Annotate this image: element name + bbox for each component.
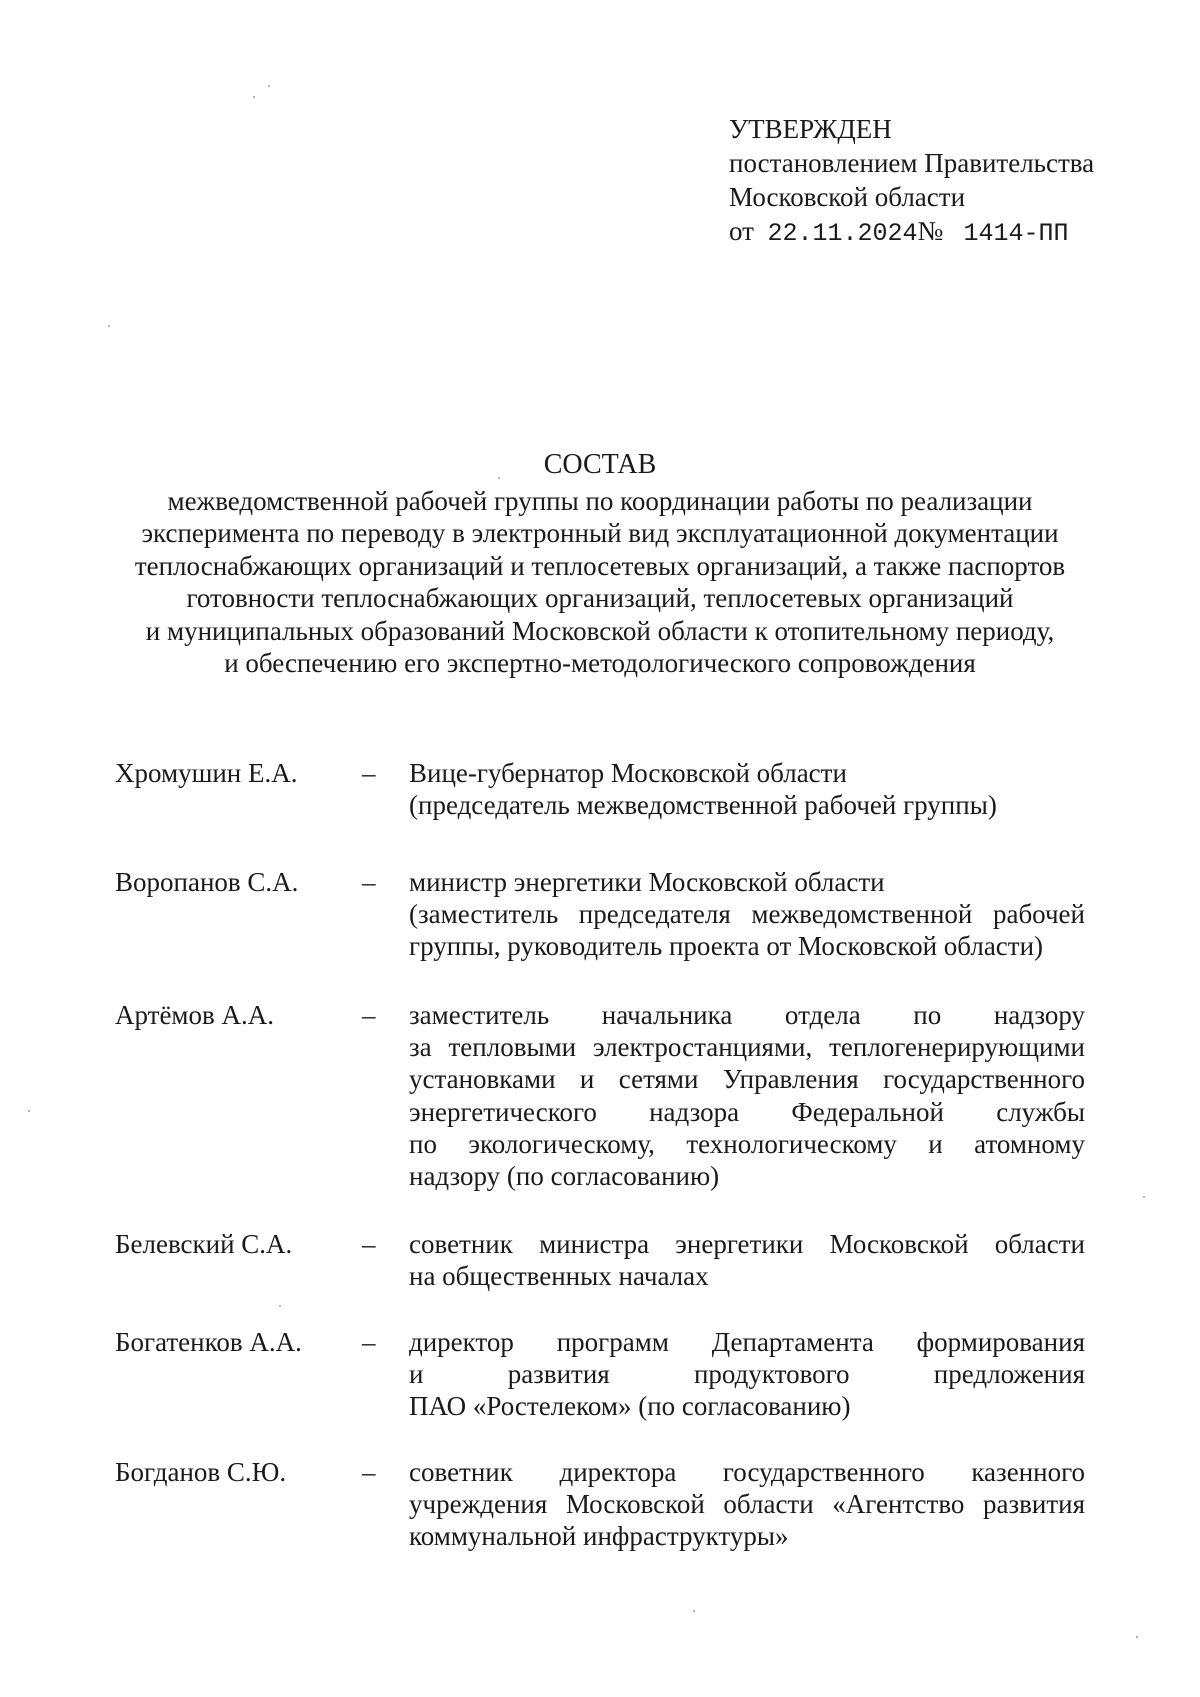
member-name: Артёмов А.А.: [115, 1000, 275, 1030]
title-line: и обеспечению его экспертно-методологического сопровождения: [224, 648, 976, 679]
member-role-line: на общественных началах: [409, 1261, 709, 1292]
member-role-line: энергетического надзора Федеральной службы: [409, 1096, 1085, 1127]
scan-speck: [1143, 1196, 1145, 1198]
scan-speck: [693, 1610, 695, 1612]
member-role-line: надзору (по согласованию): [409, 1161, 720, 1192]
approval-authority: постановлением Правительства: [729, 148, 1095, 178]
title-heading: СОСТАВ: [543, 449, 657, 480]
title-line: готовности теплоснабжающих организаций, теплосетевых организаций: [186, 583, 1014, 614]
member-role-line: и развития продуктового предложения: [409, 1359, 1085, 1390]
scan-speck: [268, 85, 270, 87]
member-role-line: министр энергетики Московской области: [409, 867, 885, 897]
member-role-line: ПАО «Ростелеком» (по согласованию): [409, 1391, 851, 1422]
member-role: [409, 757, 1085, 821]
member-role-line: директор программ Департамента формирования: [409, 1327, 1085, 1357]
member-role-line: коммунальной инфраструктуры»: [409, 1521, 789, 1552]
member-name: Богданов С.Ю.: [115, 1457, 287, 1487]
approval-status: УТВЕРЖДЕН: [729, 114, 892, 144]
title-line: эксперимента по переводу в электронный вид эксплуатационной документации: [141, 518, 1059, 549]
scan-speck: [28, 1110, 30, 1112]
document-title: [100, 448, 1100, 679]
member-name: Хромушин Е.А.: [115, 758, 298, 788]
approval-number: 1414-ПП: [963, 219, 1069, 248]
approval-date-line: [729, 214, 1094, 251]
member-role-line: советник министра энергетики Московской области: [409, 1229, 1085, 1259]
approval-stamp: [729, 112, 1094, 251]
member-role: [409, 1456, 1085, 1553]
member-role-line: (председатель межведомственной рабочей группы): [409, 790, 997, 821]
member-role-line: за тепловыми электростанциями, теплогенерирующими: [409, 1032, 1085, 1063]
scan-speck: [279, 1305, 281, 1307]
approval-from-label: от: [729, 216, 754, 246]
member-role-line: (заместитель председателя межведомственной рабочей: [409, 899, 1085, 930]
scan-speck: [108, 325, 110, 327]
member-name: Белевский С.А.: [115, 1229, 293, 1259]
member-name: Богатенков А.А.: [115, 1327, 302, 1357]
member-role-line: по экологическому, технологическому и атомному: [409, 1128, 1085, 1159]
member-role-line: заместитель начальника отдела по надзору: [409, 1000, 1085, 1030]
member-name: Воропанов С.А.: [115, 867, 299, 897]
member-role: [409, 1326, 1085, 1423]
member-dash: –: [362, 758, 376, 788]
member-dash: –: [362, 1327, 376, 1357]
member-role-line: группы, руководитель проекта от Московской области): [409, 931, 1044, 962]
approval-region: Московской области: [729, 182, 966, 212]
member-role-line: советник директора государственного казенного: [409, 1457, 1085, 1487]
member-role-line: учреждения Московской области «Агентство развития: [409, 1489, 1085, 1520]
scan-speck: [1136, 1636, 1138, 1638]
member-role-line: Вице-губернатор Московской области: [409, 758, 847, 788]
member-role: [409, 1228, 1085, 1292]
member-role: [409, 866, 1085, 963]
member-role-line: установками и сетями Управления государственного: [409, 1064, 1085, 1095]
member-dash: –: [362, 1000, 376, 1030]
approval-date: 22.11.2024: [767, 219, 918, 248]
member-dash: –: [362, 1229, 376, 1259]
scan-speck: [498, 477, 500, 479]
member-dash: –: [362, 867, 376, 897]
scan-speck: [253, 96, 255, 98]
member-role: [409, 999, 1085, 1192]
title-line: и муниципальных образований Московской области к отопительному периоду,: [145, 615, 1055, 646]
approval-number-label: №: [917, 216, 944, 246]
member-dash: –: [362, 1457, 376, 1487]
title-line: межведомственной рабочей группы по координации работы по реализации: [167, 486, 1033, 516]
title-line: теплоснабжающих организаций и теплосетевых организаций, а также паспортов: [134, 550, 1066, 581]
